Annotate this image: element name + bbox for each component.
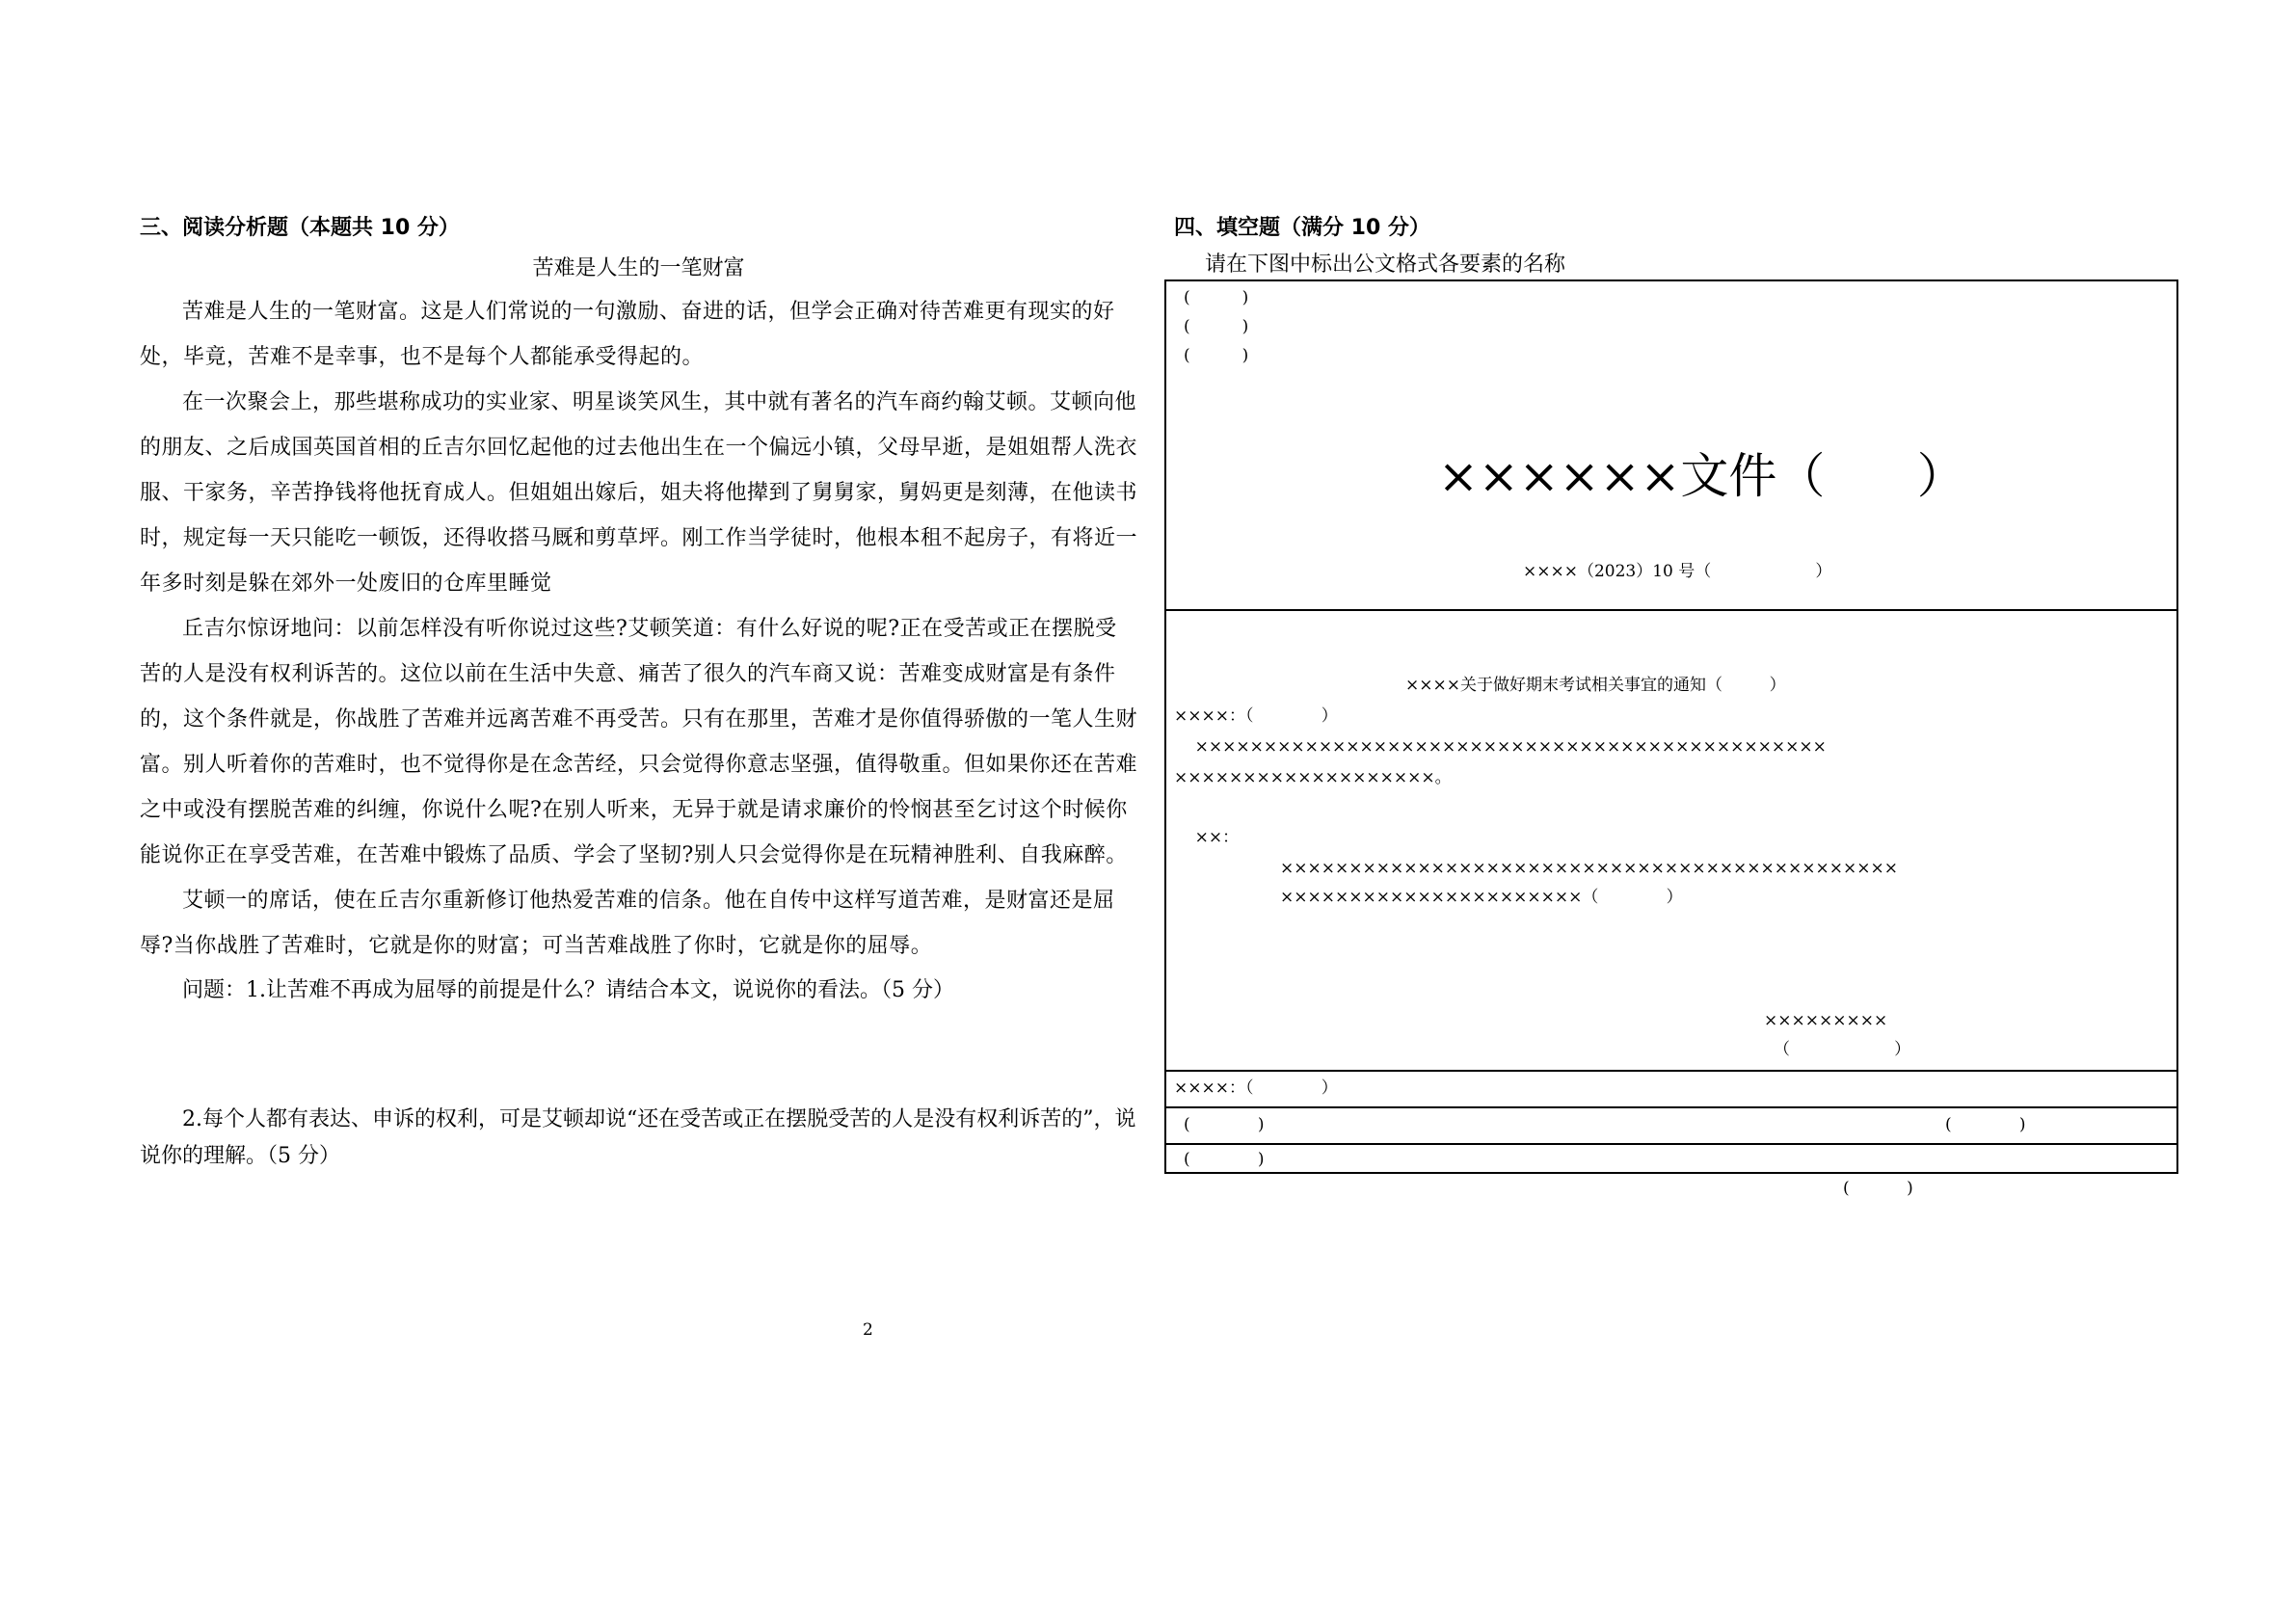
divider <box>1166 1106 2176 1108</box>
section-heading-fill: 四、填空题（满分 10 分） <box>1174 216 1430 240</box>
body-line: ×××××××××××××××××××。 <box>1174 768 1452 787</box>
signer: ××××××××× <box>1764 1011 1888 1030</box>
divider <box>1166 1070 2176 1072</box>
section-heading-reading: 三、阅读分析题（本题共 10 分） <box>140 216 460 240</box>
article-paragraph: 在一次聚会上，那些堪称成功的实业家、明星谈笑风生，其中就有著名的汽车商约翰艾顿。艾顿向他的朋友、之后成国英国首相的丘吉尔回忆起他的过去他出生在一个偏远小镇，父母早逝，是姐姐帮人洗衣服、干家务，辛苦挣钱将他抚育成人。但姐姐出嫁后，姐夫将他撵到了舅舅家，舅妈更是刻薄，在他读书时，规定每一天只能吃一顿饭，还得收搭马厩和剪草坪。刚工作当学徒时，他根本租不起房子，有将近一年多时刻是躲在郊外一处废旧的仓库里睡觉 <box>140 390 1138 596</box>
article-paragraph: 艾顿一的席话，使在丘吉尔重新修订他热爱苦难的信条。他在自传中这样写道苦难，是财富还是屈辱?当你战胜了苦难时，它就是你的财富；可当苦难战胜了你时，它就是你的屈辱。 <box>140 889 1115 958</box>
divider <box>1166 609 2176 611</box>
blank-3: ( ) <box>1184 346 1249 365</box>
blank-2: ( ) <box>1184 317 1249 336</box>
below-figure-blank: ( ) <box>1843 1179 1913 1198</box>
reading-section <box>140 210 1137 1175</box>
attachment-line: ××××××××××××××××××××××（ ） <box>1280 888 1683 907</box>
article-paragraph: 苦难是人生的一笔财富。这是人们常说的一句激励、奋进的话，但学会正确对待苦难更有现实的好处，毕竟，苦难不是幸事，也不是每个人都能承受得起的。 <box>140 300 1115 369</box>
blank-1: ( ) <box>1184 288 1249 307</box>
cc-line: ××××：（ ） <box>1174 1078 1338 1098</box>
document-format-figure <box>1164 279 2178 1174</box>
question-1: 问题：1.让苦难不再成为屈辱的前提是什么？请结合本文，说说你的看法。（5 分） <box>182 978 954 1002</box>
question-2: 2.每个人都有表达、申诉的权利，可是艾顿却说“还在受苦或正在摆脱受苦的人是没有权利诉苦的”，说说你的理解。（5 分） <box>140 1107 1136 1168</box>
attachment-line: ××××××××××××××××××××××××××××××××××××××××××××× <box>1280 859 1898 878</box>
body-line: ×××××××××××××××××××××××××××××××××××××××××××××× <box>1174 737 1827 757</box>
doc-number: ××××（2023）10 号（ ） <box>1523 562 1832 581</box>
article-title: 苦难是人生的一笔财富 <box>532 256 745 280</box>
row2-right-blank: ( ) <box>1945 1115 2026 1134</box>
article-paragraph: 丘吉尔惊讶地问：以前怎样没有听你说过这些?艾顿笑道：有什么好说的呢?正在受苦或正在摆脱受苦的人是没有权利诉苦的。这位以前在生活中失意、痛苦了很久的汽车商又说：苦难变成财富是有条件的，这个条件就是，你战胜了苦难并远离苦难不再受苦。只有在那里，苦难才是你值得骄傲的一笔人生财富。别人听着你的苦难时，也不觉得你是在念苦经，只会觉得你意志坚强，值得敬重。但如果你还在苦难之中或没有摆脱苦难的纠缠，你说什么呢?在别人听来，无异于就是请求廉价的怜悯甚至乞讨这个时候你能说你正在享受苦难，在苦难中锻炼了品质、学会了坚韧?别人只会觉得你是在玩精神胜利、自我麻醉。 <box>140 617 1138 867</box>
instruction: 请在下图中标出公文格式各要素的名称 <box>1205 253 1566 277</box>
page-number: 2 <box>863 1320 873 1340</box>
fill-blank-section <box>1174 210 2176 283</box>
doc-title: ××××××文件（ ） <box>1438 448 1965 504</box>
notice-title: ××××关于做好期末考试相关事宜的通知（ ） <box>1405 676 1786 695</box>
addressee: ××××：（ ） <box>1174 706 1338 726</box>
divider <box>1166 1143 2176 1145</box>
signer-blank: （ ） <box>1774 1040 1911 1059</box>
row2-left-blank: ( ) <box>1184 1115 1265 1134</box>
attachment-label: ××： <box>1174 828 1240 847</box>
row3-left-blank: ( ) <box>1184 1150 1265 1169</box>
